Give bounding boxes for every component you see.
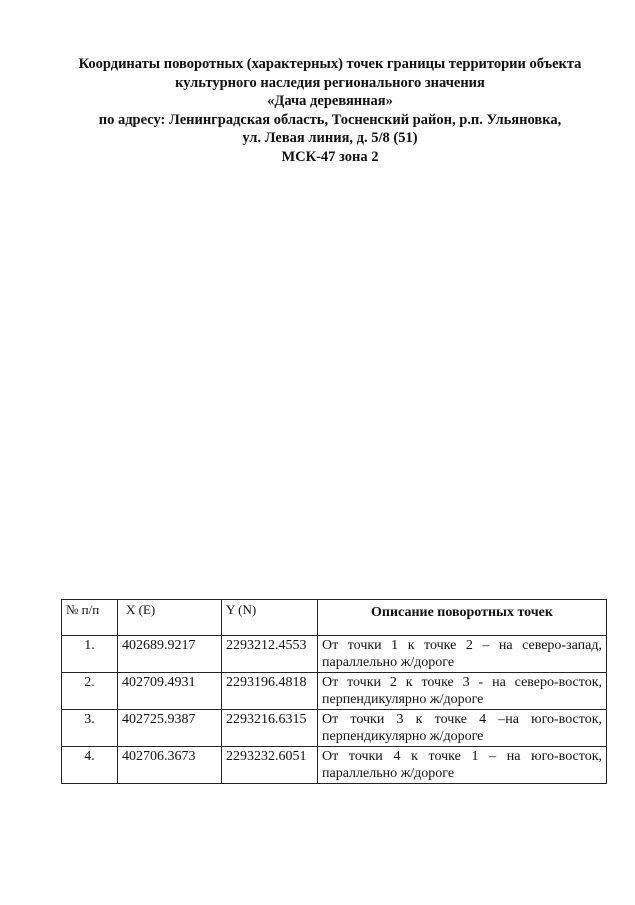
coordinates-table <box>61 599 607 784</box>
title-line-4: по адресу: Ленинградская область, Тосненский район, р.п. Ульяновка, <box>98 111 562 128</box>
header-description: Описание поворотных точек <box>318 600 607 636</box>
row-x: 402689.9217 <box>118 636 222 673</box>
table-row <box>62 710 607 747</box>
row-description: От точки 1 к точке 2 – на северо-запад, параллельно ж/дороге <box>318 636 607 673</box>
row-x: 402706.3673 <box>118 747 222 784</box>
title-line-2: культурного наследия регионального значения <box>175 74 485 91</box>
row-x: 402709.4931 <box>118 673 222 710</box>
row-y: 2293216.6315 <box>222 710 318 747</box>
row-description: От точки 2 к точке 3 - на северо-восток, перпендикулярно ж/дороге <box>318 673 607 710</box>
row-description: От точки 3 к точке 4 –на юго-восток, перпендикулярно ж/дороге <box>318 710 607 747</box>
row-number: 2. <box>62 673 118 710</box>
title-line-6: МСК-47 зона 2 <box>281 148 379 165</box>
title-line-5: ул. Левая линия, д. 5/8 (51) <box>242 130 418 146</box>
title-line-1: Координаты поворотных (характерных) точек границы территории объекта <box>78 56 582 72</box>
row-number: 3. <box>62 710 118 747</box>
row-description: От точки 4 к точке 1 – на юго-восток, параллельно ж/дороге <box>318 747 607 784</box>
title-line-3: «Дача деревянная» <box>267 93 393 109</box>
table-header-row <box>62 600 607 636</box>
row-y: 2293196.4818 <box>222 673 318 710</box>
header-x: X (E) <box>118 600 222 636</box>
row-x: 402725.9387 <box>118 710 222 747</box>
table-row <box>62 636 607 673</box>
header-number: № п/п <box>62 600 118 636</box>
row-y: 2293232.6051 <box>222 747 318 784</box>
row-y: 2293212.4553 <box>222 636 318 673</box>
row-number: 1. <box>62 636 118 673</box>
header-y: Y (N) <box>222 600 318 636</box>
row-number: 4. <box>62 747 118 784</box>
table-row <box>62 673 607 710</box>
table-row <box>62 747 607 784</box>
